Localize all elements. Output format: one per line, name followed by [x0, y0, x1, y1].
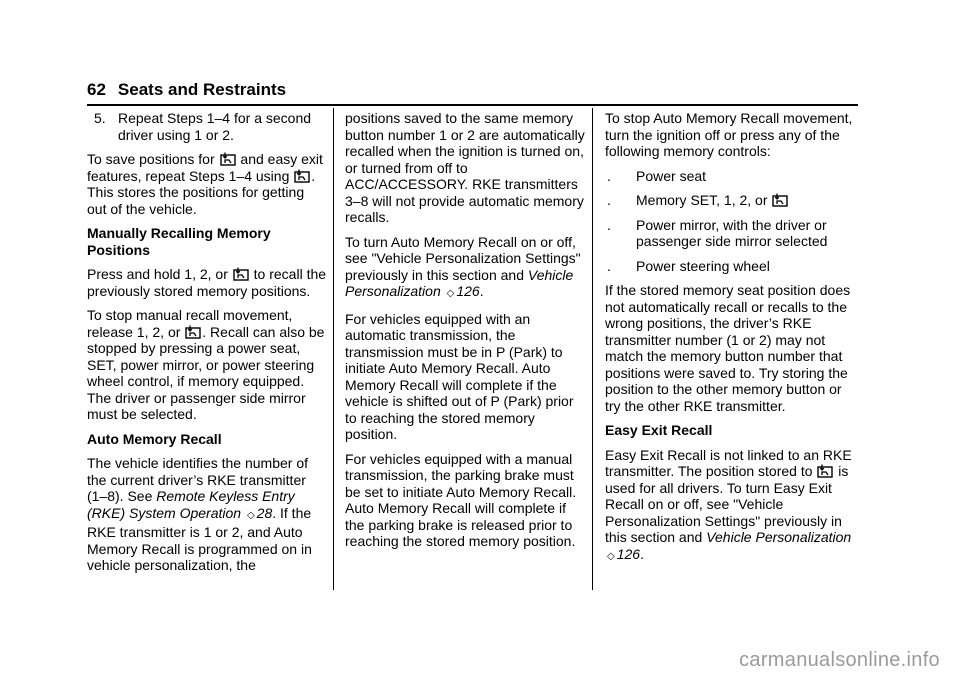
bullet-text: Power seat — [636, 167, 707, 184]
save-text-c: . This stores the positions for getting out of the vehicle. — [87, 167, 316, 217]
rke-reference-link[interactable]: Remote Keyless Entry (RKE) System Operation — [87, 488, 295, 521]
press-text-b: to recall the previously stored memory positions. — [87, 266, 327, 299]
easy-text-c: . — [640, 545, 644, 562]
exit-memory-button-icon — [233, 267, 249, 281]
auto-text-b: . If the RKE transmitter is 1 or 2, and Auto Memory Recall is programmed on in vehicle personalization, the — [87, 504, 312, 573]
exit-memory-button-icon — [294, 169, 310, 183]
column-1 — [87, 110, 327, 582]
save-positions-paragraph — [87, 151, 327, 217]
vehicle-personalization-link[interactable]: Vehicle Personalization — [706, 529, 852, 545]
turn-on-off-paragraph — [345, 234, 585, 303]
auto-recall-paragraph: positions saved to the same memory button number 1 or 2 are automatically recalled when the ignition is turned on, or turned from off to ACC/ACCESSORY. RKE transmitters 3–8 will not provide automatic memory recalls. — [345, 110, 585, 225]
bullet-marker: . — [607, 192, 611, 208]
list-item — [605, 217, 855, 250]
page-number: 62 — [87, 80, 106, 99]
save-text-b: and easy exit features, repeat Steps 1–4 using — [87, 151, 323, 184]
wrong-position-paragraph: If the stored memory seat position does not automatically recall or recalls to the wrong positions, the driver’s RKE transmitter number (1 or 2) may not match the memory button number that positions were saved to. Try storing the position to the other memory button or try the other RKE transmitter. — [605, 282, 851, 414]
auto-text-a: The vehicle identifies the number of the current driver’s RKE transmitter (1–8). See — [87, 455, 309, 504]
stop-manual-paragraph — [87, 307, 327, 423]
section-title: Seats and Restraints — [117, 80, 287, 99]
bullet-marker: . — [607, 167, 611, 184]
page-header — [87, 80, 286, 100]
easy-exit-heading: Easy Exit Recall — [605, 422, 713, 438]
column-3 — [605, 110, 855, 573]
turn-text-b: . — [479, 283, 484, 299]
list-item — [605, 168, 855, 185]
page-ref-arrow-icon: ◇ — [446, 288, 455, 299]
column-2 — [345, 110, 585, 558]
bullet-marker: . — [607, 257, 611, 274]
bullet-text: Memory SET, 1, 2, or — [636, 192, 768, 208]
page-ref-arrow-icon: ◇ — [246, 509, 255, 521]
page-ref-arrow-icon: ◇ — [607, 550, 615, 562]
column-divider-1 — [333, 108, 334, 590]
manual-transmission-paragraph: For vehicles equipped with a manual transmission, the parking brake must be set to initiate Auto Memory Recall. Auto Memory Recall will complete if the parking brake is released prior to reaching the stored memory position. — [345, 450, 577, 549]
bullet-text: Power steering wheel — [636, 257, 770, 274]
vehicle-personalization-page[interactable]: 126 — [456, 283, 480, 299]
press-hold-paragraph — [87, 266, 327, 299]
exit-memory-button-icon — [772, 193, 788, 207]
watermark: carmanualsonline.info — [739, 649, 940, 671]
stop-auto-paragraph: To stop Auto Memory Recall movement, turn the ignition off or press any of the following memory controls: — [605, 110, 853, 159]
header-rule — [87, 104, 858, 106]
press-text-a: Press and hold 1, 2, or — [87, 266, 228, 282]
manual-recall-heading: Manually Recalling Memory Positions — [87, 225, 271, 258]
vehicle-personalization-page[interactable]: 126 — [616, 545, 641, 562]
turn-text-a: To turn Auto Memory Recall on or off, see "Vehicle Personalization Settings" previously in this section and — [345, 233, 581, 283]
auto-memory-heading: Auto Memory Recall — [87, 430, 222, 447]
bullet-marker: . — [607, 216, 611, 233]
vehicle-personalization-link[interactable]: Vehicle Personalization — [345, 266, 574, 299]
auto-memory-paragraph — [87, 455, 327, 574]
rke-reference-page[interactable]: 28 — [256, 504, 273, 521]
column-divider-2 — [592, 108, 593, 590]
stop-text-a: To stop manual recall movement, release 1, 2, or — [87, 307, 293, 340]
list-item — [605, 192, 855, 209]
exit-memory-button-icon — [185, 325, 201, 339]
list-item — [605, 258, 855, 275]
stop-text-b: . Recall can also be stopped by pressing a power seat, SET, power mirror, or power steering wheel control, if memory equipped. The driver or passenger side mirror must be selected. — [87, 323, 325, 422]
automatic-transmission-paragraph: For vehicles equipped with an automatic transmission, the transmission must be in P (Park) to initiate Auto Memory Recall. Auto Memory Recall will complete if the vehicle is shifted out of P (Park) prior to reaching the stored memory position. — [345, 310, 574, 442]
easy-exit-paragraph — [605, 447, 855, 566]
step-5 — [87, 110, 327, 143]
easy-text-b: is used for all drivers. To turn Easy Exit Recall on or off, see "Vehicle Personalization Settings" previously in this section and — [605, 463, 849, 545]
step-text: Repeat Steps 1–4 for a second driver using 1 or 2. — [118, 110, 312, 143]
exit-memory-button-icon — [220, 152, 236, 166]
bullet-text: Power mirror, with the driver or passenger side mirror selected — [636, 216, 828, 249]
exit-memory-button-icon — [817, 464, 833, 478]
step-marker: 5. — [94, 110, 106, 126]
save-text-a: To save positions for — [87, 151, 215, 167]
easy-text-a: Easy Exit Recall is not linked to an RKE transmitter. The position stored to — [605, 446, 852, 479]
